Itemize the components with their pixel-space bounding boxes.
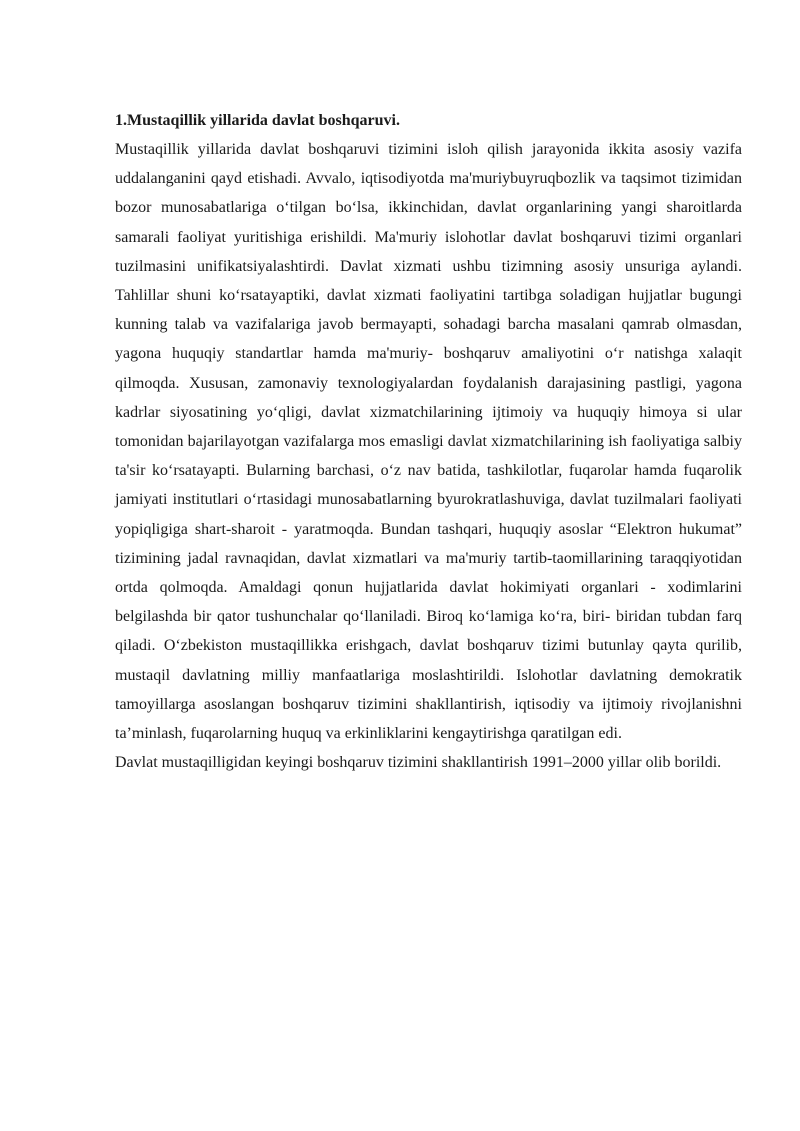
section-heading: 1.Mustaqillik yillarida davlat boshqaruvi. — [115, 112, 400, 129]
body-paragraph: Mustaqillik yillarida davlat boshqaruvi tizimini isloh qilish jarayonida ikkita asosiy vazifa uddalanganini qayd etishadi. Avvalo, iqtisodiyotda ma'muriybuyruqbozlik va taqsimot tizimidan bozor munosabatlariga oʻtilgan boʻlsa, ikkinchidan, davlat organlarining yangi sharoitlarda samarali faoliyat yuritishiga erishildi. Ma'muriy islohotlar davlat boshqaruvi tizimi organlari tuzilmasini unifikatsiyalashtirdi. Davlat xizmati ushbu tizimning asosiy unsuriga aylandi. Tahlillar shuni koʻrsatayaptiki, davlat xizmati faoliyatini tartibga soladigan hujjatlar bugungi kunning talab va vazifalariga javob bermayapti, sohadagi barcha masalani qamrab olmasdan, yagona huquqiy standartlar hamda ma'muriy- boshqaruv amaliyotini oʻr natishga xalaqit qilmoqda. Xususan, zamonaviy texnologiyalardan foydalanish darajasining pastligi, yagona kadrlar siyosatining yoʻqligi, davlat xizmatchilarining ijtimoiy va huquqiy himoya si ular tomonidan bajarilayotgan vazifalarga mos emasligi davlat xizmatchilarining ish faoliyatiga salbiy ta'sir koʻrsatayapti. Bularning barchasi, oʻz nav batida, tashkilotlar, fuqarolar hamda fuqarolik jamiyati institutlari oʻrtasidagi munosabatlarning byurokratlashuviga, davlat tuzilmalari faoliyati yopiqligiga shart-sharoit - yaratmoqda. Bundan tashqari, huquqiy asoslar “Elektron hukumat” tizimining jadal ravnaqidan, davlat xizmatlari va ma'muriy tartib-taomillarining taraqqiyotidan ortda qolmoqda. Amaldagi qonun hujjatlarida davlat hokimiyati organlari - xodimlarini belgilashda bir qator tushunchalar qoʻllaniladi. Biroq koʻlamiga koʻra, biri- biridan tubdan farq qiladi. Oʻzbekiston mustaqillikka erishgach, davlat boshqaruv tizimi butunlay qayta qurilib, mustaqil davlatning milliy manfaatlariga moslashtirildi. Islohotlar davlatning demokratik tamoyillarga asoslangan boshqaruv tizimini shakllantirish, iqtisodiy va ijtimoiy rivojlanishni taʼminlash, fuqarolarning huquq va erkinliklarini kengaytirishga qaratilgan edi. — [115, 141, 742, 743]
closing-paragraph: Davlat mustaqilligidan keyingi boshqaruv tizimini shakllantirish 1991–2000 yillar olib borildi. — [115, 754, 722, 772]
document-content — [115, 106, 742, 777]
